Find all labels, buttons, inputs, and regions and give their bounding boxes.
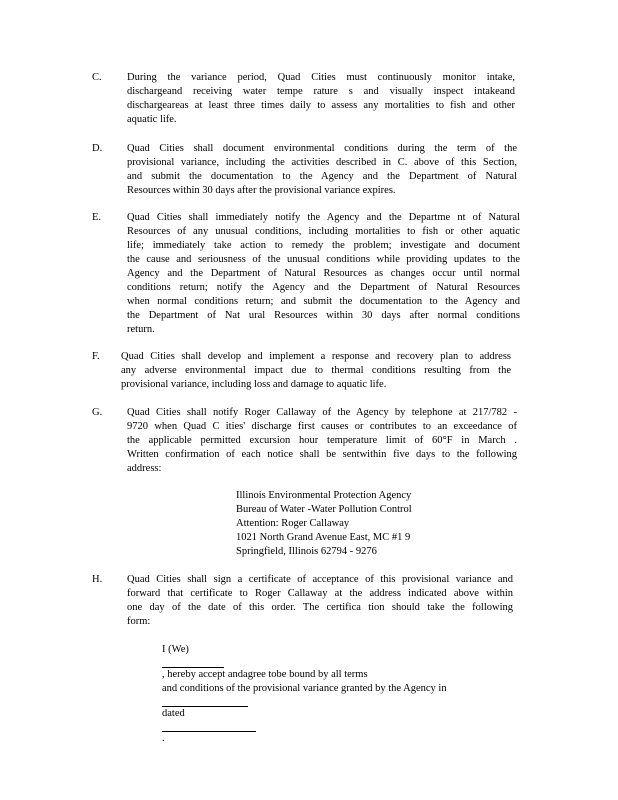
text-line: provisional variance, including loss and damage to aquatic life. — [121, 379, 387, 390]
form-line-2: and conditions of the provisional variance granted by the Agency in — [162, 683, 447, 694]
address-line: 1021 North Grand Avenue East, MC #1 9 — [236, 532, 411, 543]
text-line: dischargeand receiving water tempe rature s and visually inspect intakeand — [127, 86, 515, 97]
text-line: address: — [127, 463, 162, 474]
text-line: the Department of Nat ural Resources within 30 days after normal conditions — [127, 310, 520, 321]
text-line: provisional variance, including the activities described in C. above of this Section, — [127, 157, 517, 168]
text-line: Agency and the Department of Natural Resources as changes occur until normal — [127, 268, 520, 279]
section-letter: E. — [92, 212, 102, 223]
text-line: return. — [127, 324, 155, 335]
section-text — [127, 406, 517, 476]
form-text: dated — [162, 708, 185, 719]
text-line: dischargeareas at least three times daily to assess any mortalities to fish and other — [127, 100, 515, 111]
address-line: Springfield, Illinois 62794 - 9276 — [236, 546, 377, 557]
name-blank — [162, 657, 224, 668]
section-text — [127, 71, 515, 127]
section-letter: H. — [92, 574, 103, 585]
section-text — [121, 350, 511, 392]
text-line: life; immediately take action to remedy the problem; investigate and document — [127, 240, 520, 251]
section-text — [127, 142, 517, 198]
text-line: Quad Cities shall notify Roger Callaway of the Agency by telephone at 217/782 - — [127, 407, 517, 418]
form-line-3 — [162, 696, 498, 746]
text-line: form: — [127, 616, 151, 627]
section-letter: C. — [92, 72, 102, 83]
text-line: the applicable permitted excursion hour temperature limit of 60°F in March . — [127, 435, 517, 446]
address-line: Bureau of Water -Water Pollution Control — [236, 504, 412, 515]
text-line: Quad Cities shall document environmental conditions during the term of the — [127, 143, 517, 154]
text-line: During the variance period, Quad Cities must continuously monitor intake, — [127, 72, 515, 83]
text-line: aquatic life. — [127, 114, 177, 125]
section-text — [127, 573, 513, 629]
text-line: Quad Cities shall develop and implement a response and recovery plan to address — [121, 351, 511, 362]
text-line: conditions return; notify the Agency and the Department of Natural Resources — [127, 282, 520, 293]
text-line: the cause and seriousness of the unusual conditions while providing updates to the — [127, 254, 520, 265]
date-blank — [162, 721, 256, 732]
form-text: I (We) — [162, 644, 189, 655]
form-line-1 — [162, 643, 498, 682]
agency-address — [236, 489, 412, 559]
text-line: forward that certificate to Roger Callaway at the address indicated above within — [127, 588, 513, 599]
section-letter: F. — [92, 351, 100, 362]
text-line: Resources within 30 days after the provisional variance expires. — [127, 185, 396, 196]
section-text — [127, 211, 520, 337]
text-line: any adverse environmental impact due to thermal conditions resulting from the — [121, 365, 511, 376]
section-letter: G. — [92, 407, 103, 418]
address-line: Illinois Environmental Protection Agency — [236, 490, 412, 501]
text-line: when normal conditions return; and submit the documentation to the Agency and — [127, 296, 520, 307]
form-text: . — [162, 733, 165, 744]
certificate-form — [162, 643, 498, 746]
text-line: one day of the date of this order. The certifica tion should take the following — [127, 602, 513, 613]
text-line: Resources of any unusual conditions, including mortalities to fish or other aquatic — [127, 226, 520, 237]
text-line: 9720 when Quad C ities' discharge first causes or contributes to an exceedance of — [127, 421, 517, 432]
text-line: Written confirmation of each notice shall be sentwithin five days to the following — [127, 449, 517, 460]
text-line: Quad Cities shall immediately notify the Agency and the Departme nt of Natural — [127, 212, 520, 223]
text-line: Quad Cities shall sign a certificate of acceptance of this provisional variance and — [127, 574, 513, 585]
address-line: Attention: Roger Callaway — [236, 518, 350, 529]
text-line: and submit the documentation to the Agency and the Department of Natural — [127, 171, 517, 182]
form-text: , hereby accept andagree tobe bound by all terms — [162, 669, 368, 680]
section-letter: D. — [92, 143, 103, 154]
docket-blank — [162, 696, 248, 707]
